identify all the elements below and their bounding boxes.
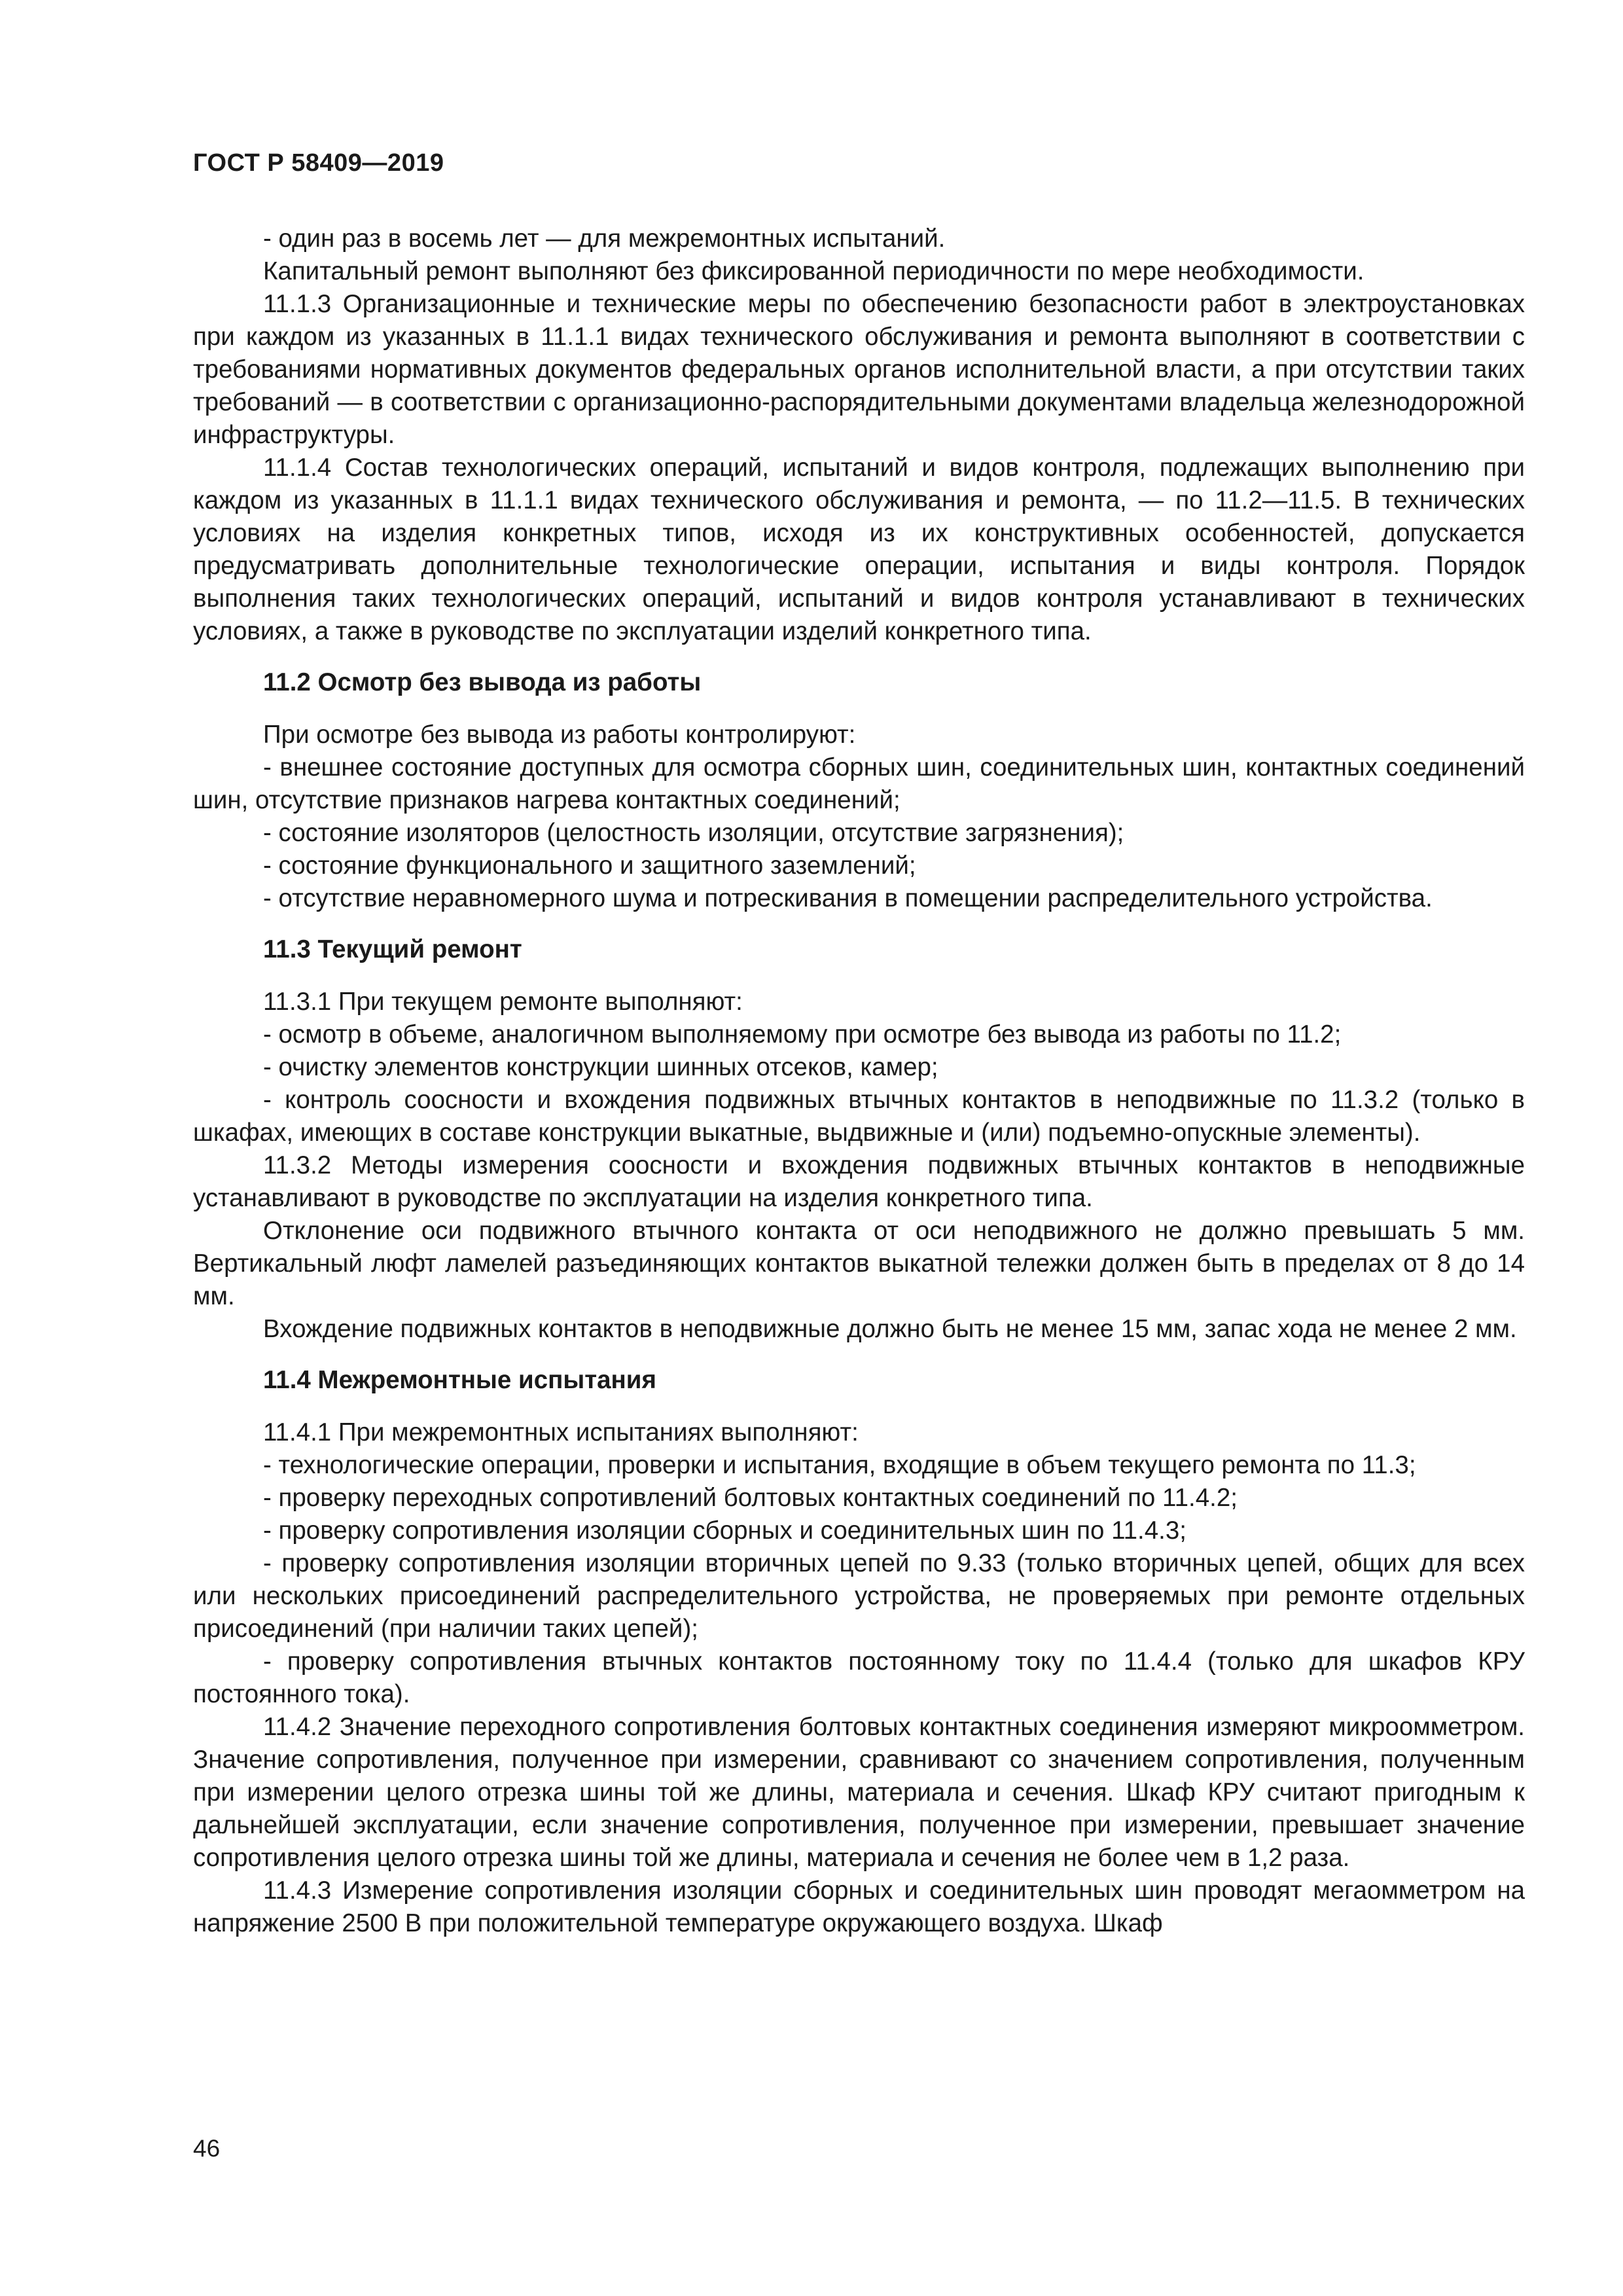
list-item: - технологические операции, проверки и испытания, входящие в объем текущего ремонта по 11.3; xyxy=(263,1451,1416,1479)
page-number: 46 xyxy=(193,2135,221,2162)
list-item: - состояние функционального и защитного заземлений; xyxy=(263,852,916,880)
section-heading-11-3: 11.3 Текущий ремонт xyxy=(263,935,522,963)
paragraph: 11.3.2 Методы измерения соосности и вхождения подвижных втычных контактов в неподвижные устанавливают в руководстве по эксплуатации на изделия конкретного типа. xyxy=(193,1151,1525,1212)
list-item: - проверку сопротивления изоляции вторичных цепей по 9.33 (только вторичных цепей, общих для всех или нескольких присоединений распределительного устройства, не проверяемых при ремонте отдельных присоединений (при наличии таких цепей); xyxy=(193,1549,1525,1643)
list-item: - проверку переходных сопротивлений болтовых контактных соединений по 11.4.2; xyxy=(263,1484,1238,1512)
document-body xyxy=(193,223,1525,1940)
list-item: - контроль соосности и вхождения подвижных втычных контактов в неподвижные по 11.3.2 (только в шкафах, имеющих в составе конструкции выкатные, выдвижные и (или) подъемно-опускные элементы). xyxy=(193,1086,1525,1147)
document-code-header: ГОСТ Р 58409—2019 xyxy=(193,149,444,177)
paragraph: Капитальный ремонт выполняют без фиксированной периодичности по мере необходимости. xyxy=(263,257,1364,285)
paragraph: 11.3.1 При текущем ремонте выполняют: xyxy=(263,988,743,1016)
list-item: - очистку элементов конструкции шинных отсеков, камер; xyxy=(263,1053,938,1081)
list-item: - отсутствие неравномерного шума и потрескивания в помещении распределительного устройства. xyxy=(263,884,1433,912)
paragraph: Вхождение подвижных контактов в неподвижные должно быть не менее 15 мм, запас хода не менее 2 мм. xyxy=(263,1315,1517,1343)
paragraph: 11.4.3 Измерение сопротивления изоляции сборных и соединительных шин проводят мегаомметром на напряжение 2500 В при положительной температуре окружающего воздуха. Шкаф xyxy=(193,1876,1525,1937)
list-item: - состояние изоляторов (целостность изоляции, отсутствие загрязнения); xyxy=(263,819,1124,847)
paragraph: 11.1.3 Организационные и технические меры по обеспечению безопасности работ в электроустановках при каждом из указанных в 11.1.1 видах технического обслуживания и ремонта выполняют в соответствии с требованиями нормативных документов федеральных органов исполнительной власти, а при отсутствии таких требований — в соответствии с организационно-распорядительными документами владельца железнодорожной инфраструктуры. xyxy=(193,290,1525,449)
list-item: - внешнее состояние доступных для осмотра сборных шин, соединительных шин, контактных соединений шин, отсутствие признаков нагрева контактных соединений; xyxy=(193,753,1525,814)
paragraph: Отклонение оси подвижного втычного контакта от оси неподвижного не должно превышать 5 мм. Вертикальный люфт ламелей разъединяющих контактов выкатной тележки должен быть в пределах от 8 до 14 мм. xyxy=(193,1217,1525,1310)
paragraph: При осмотре без вывода из работы контролируют: xyxy=(263,721,856,749)
list-item: - проверку сопротивления втычных контактов постоянному току по 11.4.4 (только для шкафов КРУ постоянного тока). xyxy=(193,1647,1525,1708)
list-item: - проверку сопротивления изоляции сборных и соединительных шин по 11.4.3; xyxy=(263,1516,1186,1545)
section-heading-11-4: 11.4 Межремонтные испытания xyxy=(263,1366,656,1394)
list-item: - осмотр в объеме, аналогичном выполняемому при осмотре без вывода из работы по 11.2; xyxy=(263,1020,1342,1049)
paragraph: 11.4.2 Значение переходного сопротивления болтовых контактных соединения измеряют микроомметром. Значение сопротивления, полученное при измерении, сравнивают со значением сопротивления, полученным при измерении целого отрезка шины той же длины, материала и сечения. Шкаф КРУ считают пригодным к дальнейшей эксплуатации, если значение сопротивления, полученное при измерении, превышает значение сопротивления целого отрезка шины той же длины, материала и сечения не более чем в 1,2 раза. xyxy=(193,1713,1525,1872)
paragraph: 11.1.4 Состав технологических операций, испытаний и видов контроля, подлежащих выполнению при каждом из указанных в 11.1.1 видах технического обслуживания и ремонта, — по 11.2—11.5. В технических условиях на изделия конкретных типов, исходя из их конструктивных особенностей, допускается предусматривать дополнительные технологические операции, испытания и виды контроля. Порядок выполнения таких технологических операций, испытаний и видов контроля устанавливают в технических условиях, а также в руководстве по эксплуатации изделий конкретного типа. xyxy=(193,454,1525,645)
paragraph: 11.4.1 При межремонтных испытаниях выполняют: xyxy=(263,1418,859,1446)
paragraph: - один раз в восемь лет — для межремонтных испытаний. xyxy=(263,224,946,253)
section-heading-11-2: 11.2 Осмотр без вывода из работы xyxy=(263,668,702,696)
